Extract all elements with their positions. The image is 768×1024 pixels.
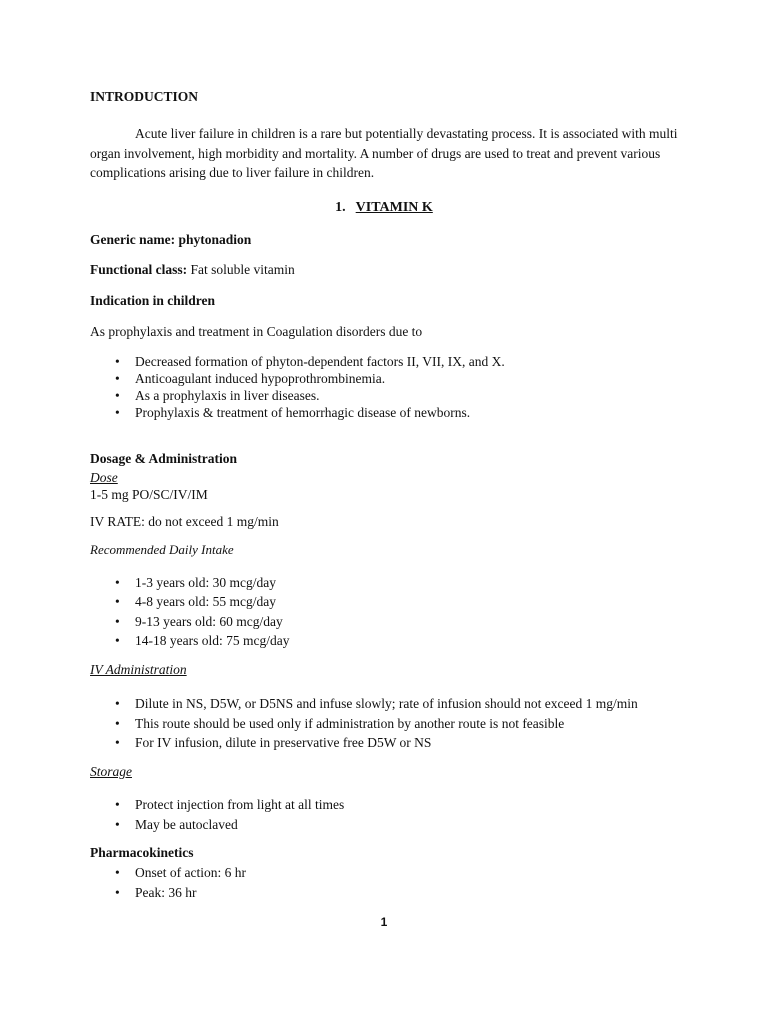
- bullet-icon: •: [115, 735, 120, 750]
- list-item: • 1-3 years old: 30 mcg/day: [90, 573, 289, 592]
- bullet-icon: •: [115, 405, 120, 420]
- iv-admin-list: [90, 694, 638, 753]
- list-item: • 9-13 years old: 60 mcg/day: [90, 612, 289, 631]
- list-item: • Anticoagulant induced hypoprothrombinemia.: [115, 371, 386, 386]
- list-item: • Onset of action: 6 hr: [90, 863, 246, 883]
- dose-label: Dose: [90, 470, 118, 485]
- list-item: • May be autoclaved: [90, 815, 344, 835]
- bullet-icon: •: [115, 885, 120, 900]
- pk-list: [90, 863, 246, 903]
- generic-name: Generic name: phytonadion: [90, 232, 252, 247]
- indication-intro: As prophylaxis and treatment in Coagulation disorders due to: [90, 324, 423, 339]
- dosage-heading: Dosage & Administration: [90, 451, 238, 466]
- bullet-icon: •: [115, 371, 120, 386]
- page-number: 1: [380, 915, 388, 929]
- indication-list: [90, 353, 505, 421]
- bullet-icon: •: [115, 715, 120, 731]
- bullet-icon: •: [115, 632, 120, 648]
- list-item: • Dilute in NS, D5W, or D5NS and infuse slowly; rate of infusion should not exceed 1 mg/min: [90, 694, 638, 714]
- list-item: • Decreased formation of phyton-dependent factors II, VII, IX, and X.: [115, 354, 505, 369]
- bullet-icon: •: [115, 797, 120, 812]
- dose-value: 1-5 mg PO/SC/IV/IM: [90, 487, 208, 502]
- bullet-icon: •: [115, 865, 120, 880]
- list-item: • As a prophylaxis in liver diseases.: [115, 388, 320, 403]
- bullet-icon: •: [115, 388, 120, 403]
- section-title: [0, 200, 768, 216]
- introduction-heading: INTRODUCTION: [90, 89, 199, 104]
- bullet-icon: •: [115, 354, 120, 369]
- storage-list: [90, 795, 344, 835]
- functional-class-label: Functional class:: [90, 262, 188, 277]
- list-item: • 4-8 years old: 55 mcg/day: [90, 592, 289, 611]
- bullet-icon: •: [115, 613, 120, 629]
- functional-class-value: Fat soluble vitamin: [187, 262, 295, 277]
- list-item: • Protect injection from light at all times: [90, 795, 344, 815]
- list-item: • 14-18 years old: 75 mcg/day: [90, 631, 289, 650]
- functional-class: [90, 262, 295, 278]
- list-item: • Prophylaxis & treatment of hemorrhagic disease of newborns.: [115, 405, 471, 420]
- bullet-icon: •: [115, 575, 120, 590]
- iv-admin-label: IV Administration: [90, 662, 187, 677]
- list-item: • This route should be used only if administration by another route is not feasible: [90, 714, 638, 734]
- section-number: 1.: [335, 200, 346, 215]
- rdi-label: Recommended Daily Intake: [90, 542, 234, 557]
- list-item: • Peak: 36 hr: [90, 883, 246, 903]
- bullet-icon: •: [115, 817, 120, 832]
- list-item: • For IV infusion, dilute in preservative free D5W or NS: [90, 733, 638, 753]
- iv-rate: IV RATE: do not exceed 1 mg/min: [90, 514, 279, 529]
- introduction-paragraph: Acute liver failure in children is a rare but potentially devastating process. It is associated with multi organ involvement, high morbidity and mortality. A number of drugs are used to treat and prevent various complications arising due to liver failure in children.: [90, 126, 678, 180]
- section-title-text: VITAMIN K: [355, 200, 433, 215]
- indication-heading: Indication in children: [90, 293, 216, 308]
- storage-label: Storage: [90, 764, 132, 779]
- pk-heading: Pharmacokinetics: [90, 845, 194, 860]
- bullet-icon: •: [115, 696, 120, 711]
- bullet-icon: •: [115, 594, 120, 610]
- rdi-list: [90, 573, 289, 650]
